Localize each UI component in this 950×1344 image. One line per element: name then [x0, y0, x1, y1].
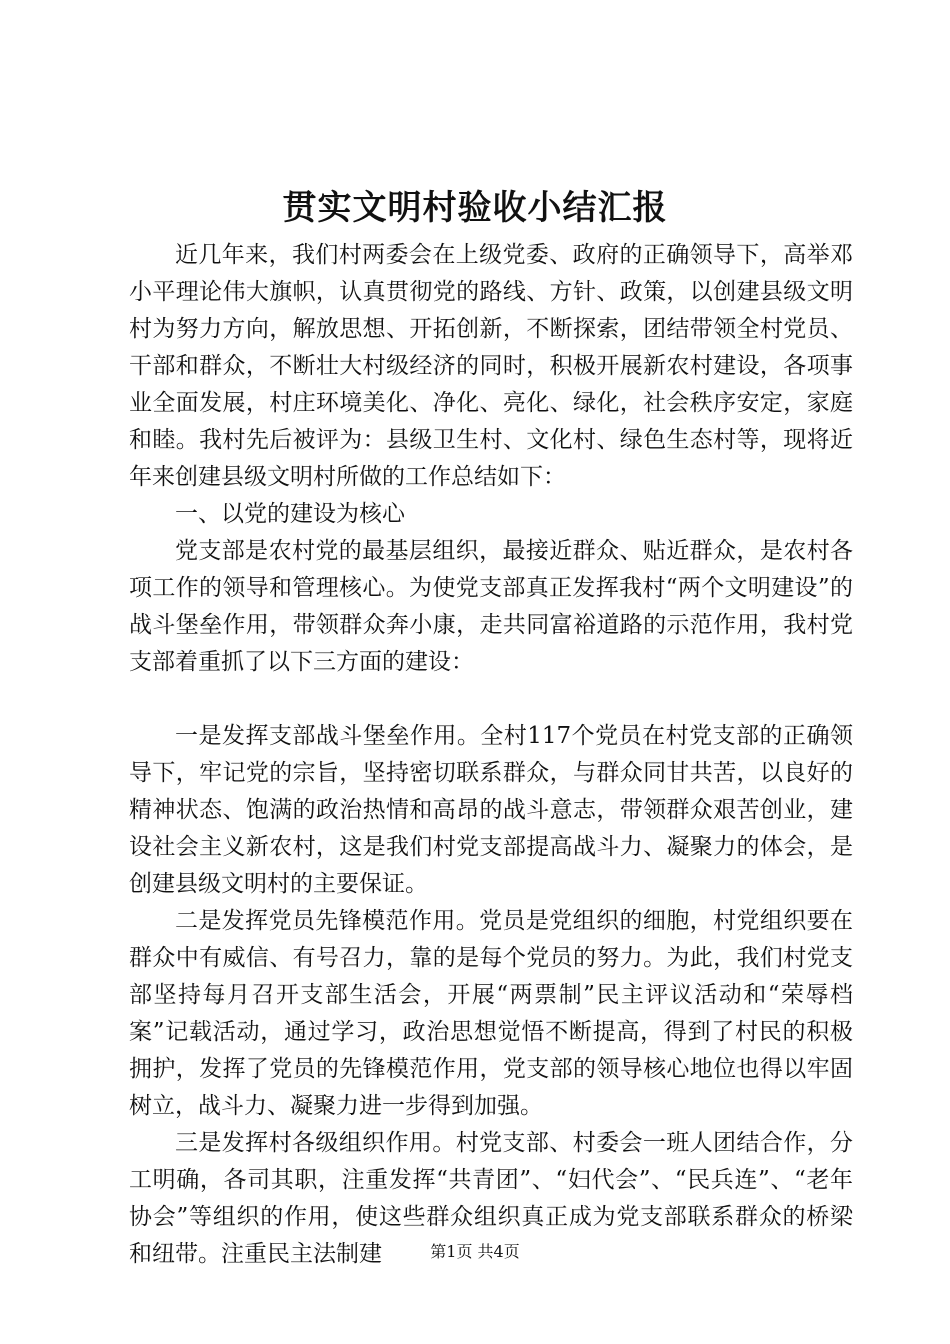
paragraph-point-one: 一是发挥支部战斗堡垒作用。全村117个党员在村党支部的正确领导下，牢记党的宗旨，坚持密切联系群众，与群众同甘共苦，以良好的精神状态、饱满的政治热情和高昂的战斗意志，带领群众艰苦创业，建设社会主义新农村，这是我们村党支部提高战斗力、凝聚力的体会，是创建县级文明村的主要保证。	[129, 723, 853, 897]
page-title: 贯实文明村验收小结汇报	[282, 188, 668, 228]
paragraph-intro: 近几年来，我们村两委会在上级党委、政府的正确领导下，高举邓小平理论伟大旗帜，认真贯彻党的路线、方针、政策，以创建县级文明村为努力方向，解放思想、开拓创新，不断探索，团结带领全村党员、干部和群众，不断壮大村级经济的同时，积极开展新农村建设，各项事业全面发展，村庄环境美化、净化、亮化、绿化，社会秩序安定，家庭和睦。我村先后被评为：县级卫生村、文化村、绿色生态村等，现将近年来创建县级文明村所做的工作总结如下：	[129, 242, 853, 490]
paragraph-point-two: 二是发挥党员先锋模范作用。党员是党组织的细胞，村党组织要在群众中有威信、有号召力，靠的是每个党员的努力。为此，我们村党支部坚持每月召开支部生活会，开展“两票制”民主评议活动和“荣辱档案”记载活动，通过学习，政治思想觉悟不断提高，得到了村民的积极拥护，发挥了党员的先锋模范作用，党支部的领导核心地位也得以牢固树立，战斗力、凝聚力进一步得到加强。	[129, 908, 853, 1119]
page-number: 第1页 共4页	[430, 1242, 520, 1261]
paragraph-party-branch: 党支部是农村党的最基层组织，最接近群众、贴近群众，是农村各项工作的领导和管理核心。为使党支部真正发挥我村“两个文明建设”的战斗堡垒作用，带领群众奔小康，走共同富裕道路的示范作用，我村党支部着重抓了以下三方面的建设：	[129, 538, 853, 675]
section-heading: 一、以党的建设为核心	[175, 501, 405, 527]
paragraph-point-three: 三是发挥村各级组织作用。村党支部、村委会一班人团结合作，分工明确，各司其职，注重发挥“共青团”、“妇代会”、“民兵连”、“老年协会”等组织的作用，使这些群众组织真正成为党支部联系群众的桥梁和纽带。注重民主法制建	[129, 1130, 853, 1267]
document-body	[129, 237, 853, 1273]
